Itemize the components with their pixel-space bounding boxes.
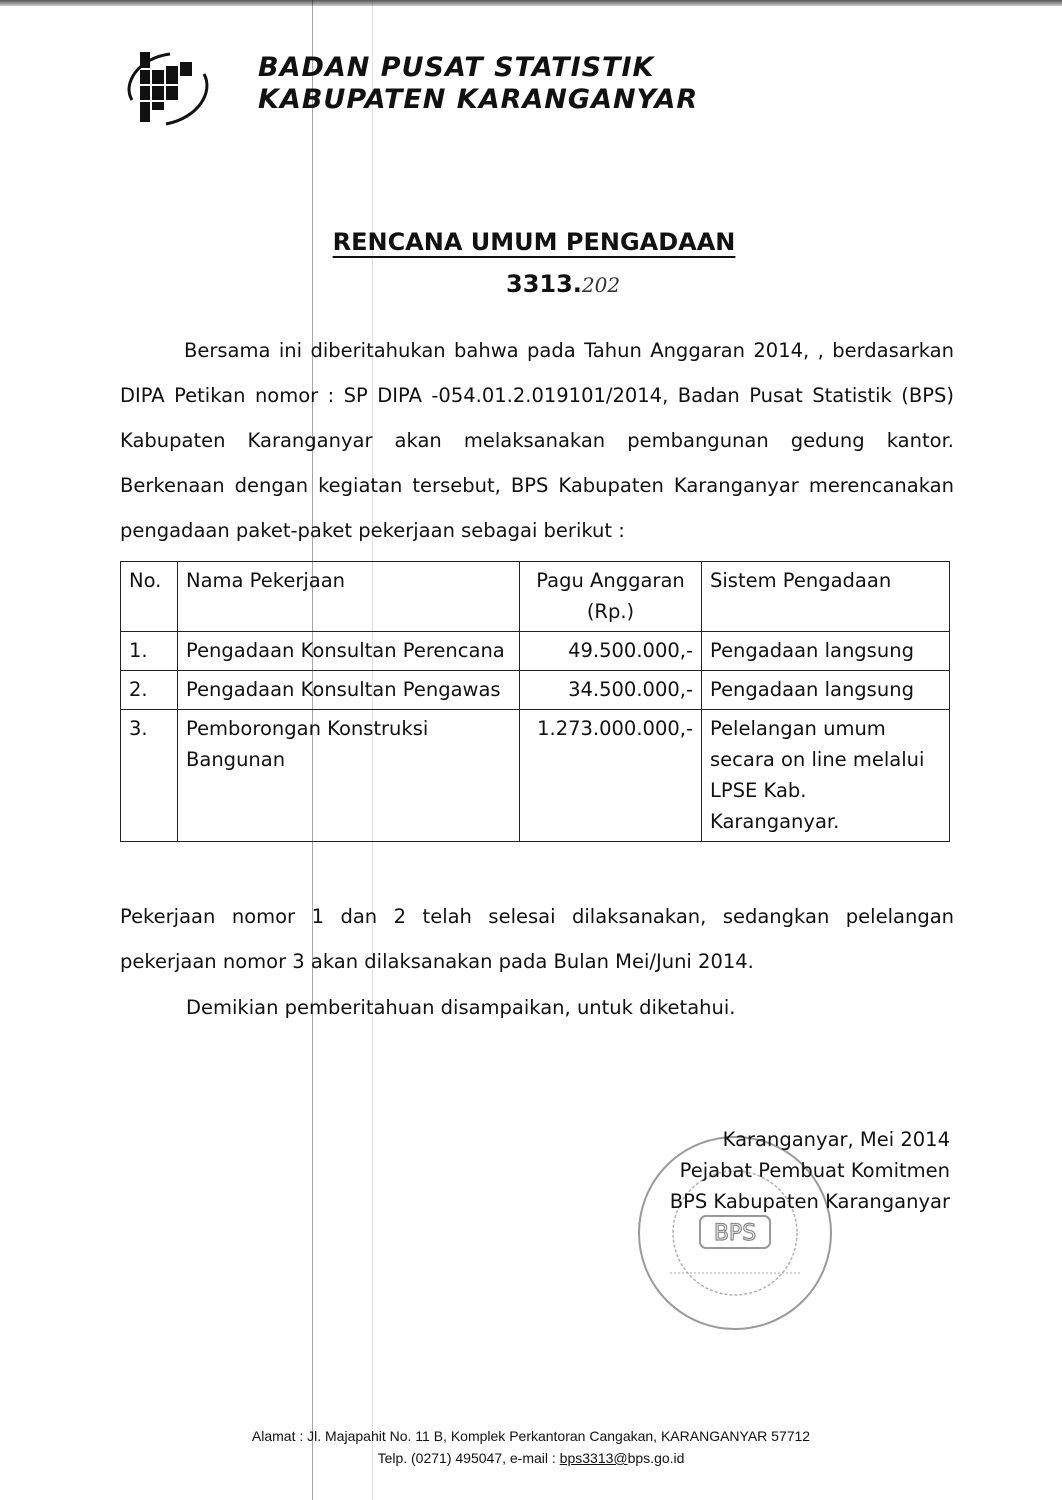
status-paragraph: Pekerjaan nomor 1 dan 2 telah selesai dilaksanakan, sedangkan pelelangan pekerjaan nomor 3 akan dilaksanakan pada Bulan Mei/Juni 2014.: [120, 905, 954, 973]
signature-block: [640, 1124, 950, 1217]
cell-sistem: Pengadaan langsung: [702, 671, 950, 710]
scan-top-edge: [0, 0, 1062, 6]
intro-paragraph-text: Bersama ini diberitahukan bahwa pada Tahun Anggaran 2014, , berdasarkan DIPA Petikan nomor : SP DIPA -054.01.2.019101/2014, Badan Pusat Statistik (BPS) Kabupaten Karanganyar akan melaksanakan pembangunan gedung kantor. Berkenaan dengan kegiatan tersebut, BPS Kabupaten Karanganyar merencanakan pengadaan paket-paket pekerjaan sebagai berikut :: [120, 339, 954, 542]
cell-no: 1.: [121, 632, 178, 671]
footer-contact-prefix: Telp. (0271) 495047, e-mail :: [377, 1450, 560, 1466]
organization-name: [258, 52, 698, 116]
header-sistem-pengadaan: Sistem Pengadaan: [702, 562, 950, 632]
bps-logo-icon: [118, 44, 218, 134]
footer-address: Alamat : Jl. Majapahit No. 11 B, Komplek Perkantoran Cangakan, KARANGANYAR 57712: [251, 1428, 811, 1444]
cell-no: 3.: [121, 710, 178, 842]
document-number-handwritten: 202: [581, 273, 621, 297]
stamp-center-text: BPS: [713, 1221, 757, 1246]
procurement-table: [120, 561, 950, 842]
document-title-text: RENCANA UMUM PENGADAAN: [332, 228, 736, 256]
letterhead-footer: [0, 1425, 1062, 1469]
cell-sistem: Pengadaan langsung: [702, 632, 950, 671]
table-header-row: [121, 562, 950, 632]
cell-sistem: Pelelangan umum secara on line melalui LPSE Kab. Karanganyar.: [702, 710, 950, 842]
cell-nama: Pengadaan Konsultan Perencana: [178, 632, 520, 671]
organization-line-2: KABUPATEN KARANGANYAR: [258, 84, 699, 115]
cell-pagu: 34.500.000,-: [520, 671, 702, 710]
cell-pagu: 1.273.000.000,-: [520, 710, 702, 842]
organization-line-1: BADAN PUSAT STATISTIK: [258, 52, 655, 83]
cell-no: 2.: [121, 671, 178, 710]
signature-role: Pejabat Pembuat Komitmen: [679, 1159, 950, 1182]
header-pagu-anggaran: Pagu Anggaran (Rp.): [520, 562, 702, 632]
closing-sentence: Demikian pemberitahuan disampaikan, untuk diketahui.: [186, 996, 736, 1019]
cell-nama: Pemborongan Konstruksi Bangunan: [178, 710, 520, 842]
footer-email-link[interactable]: bps3313@: [559, 1450, 628, 1466]
footer-email-domain: bps.go.id: [627, 1450, 685, 1466]
document-number-prefix: 3313.: [506, 270, 582, 298]
cell-nama: Pengadaan Konsultan Pengawas: [178, 671, 520, 710]
document-number: [506, 270, 620, 298]
document-title: [0, 228, 1062, 256]
header-no: No.: [121, 562, 178, 632]
table-row: [121, 671, 950, 710]
signature-place-date: Karanganyar, Mei 2014: [722, 1128, 950, 1151]
header-nama-pekerjaan: Nama Pekerjaan: [178, 562, 520, 632]
table-row: [121, 632, 950, 671]
footer-contact: [0, 1447, 1062, 1469]
signature-office: BPS Kabupaten Karanganyar: [669, 1190, 950, 1213]
intro-paragraph: [120, 328, 954, 553]
cell-pagu: 49.500.000,-: [520, 632, 702, 671]
table-row: [121, 710, 950, 842]
